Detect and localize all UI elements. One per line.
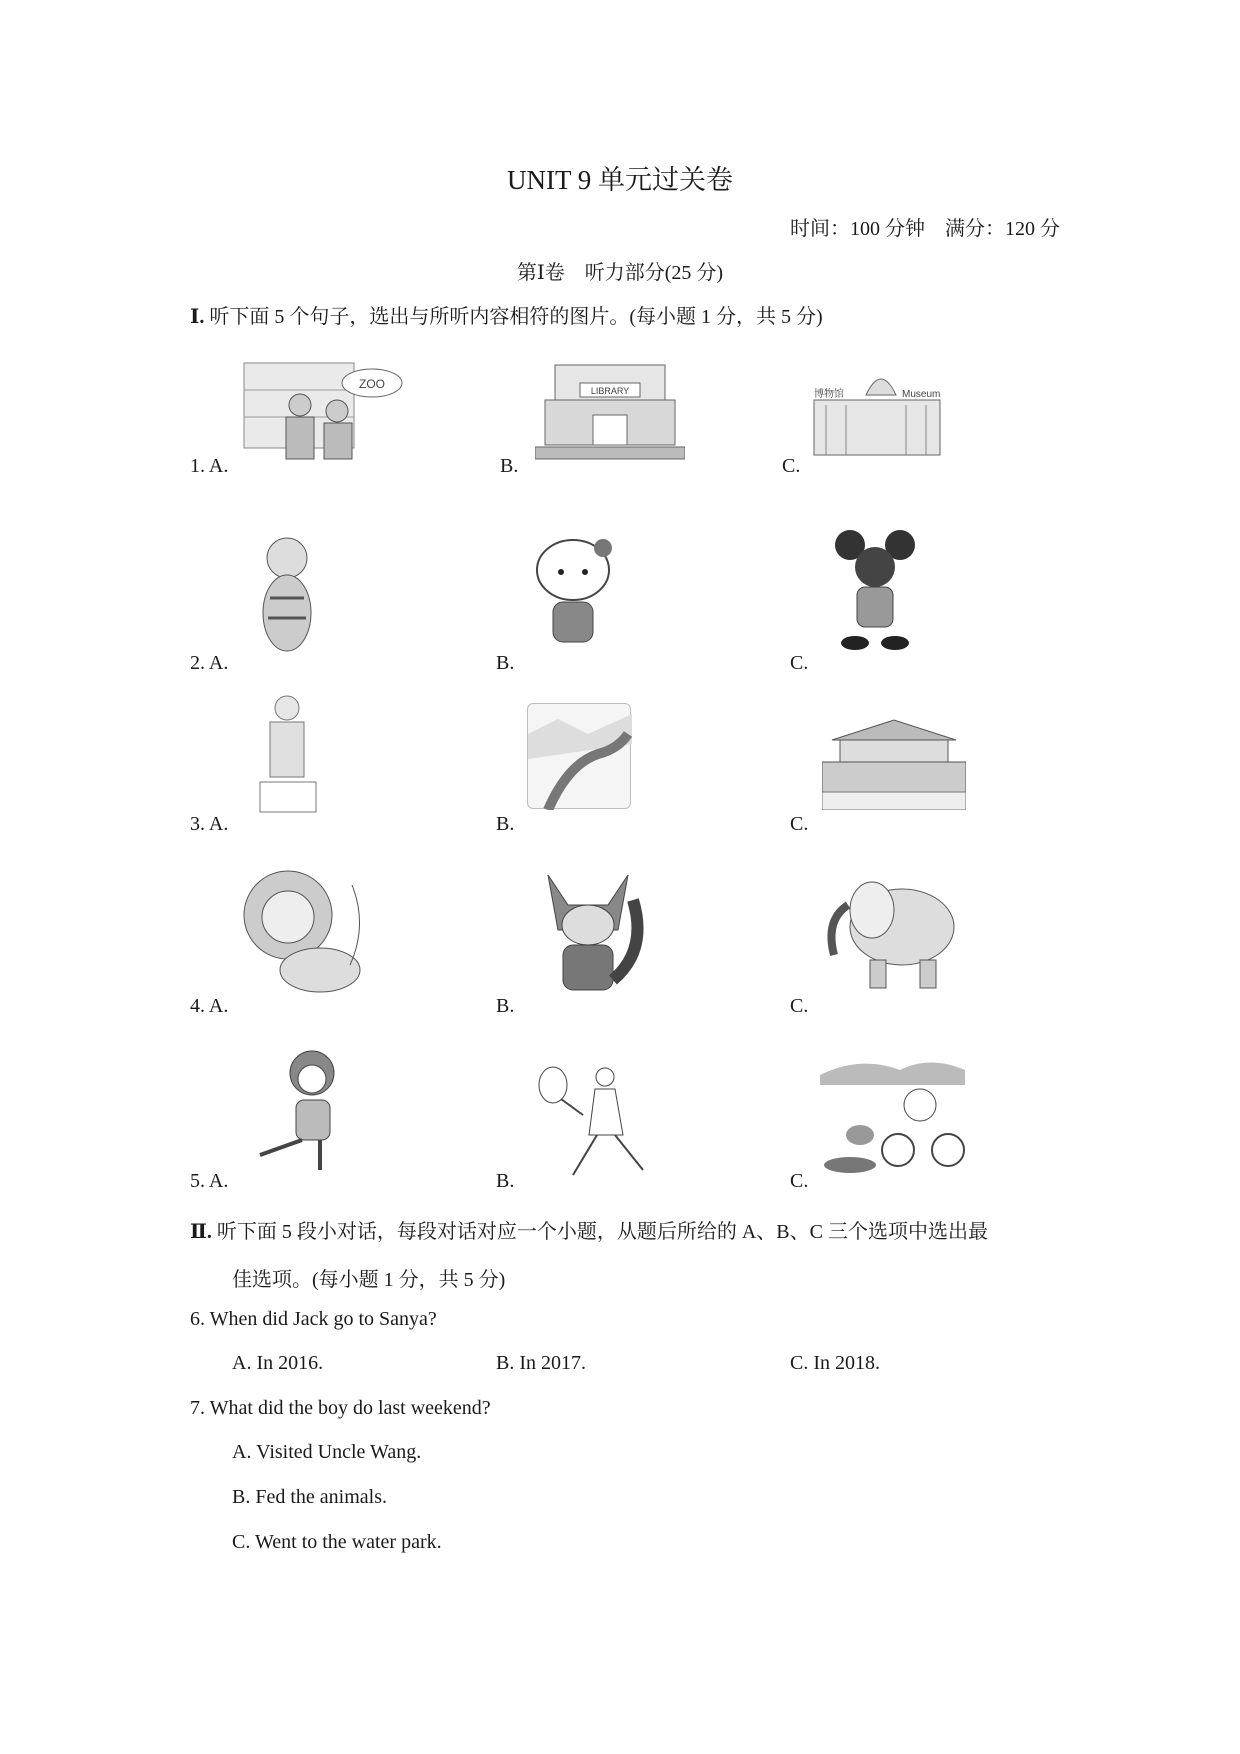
- q6-option-c: C. In 2018.: [790, 1352, 880, 1374]
- q7-option-b: B. Fed the animals.: [232, 1486, 387, 1508]
- page-title: UNIT 9 单元过关卷: [507, 165, 733, 195]
- question-6: 6. When did Jack go to Sanya?: [190, 1308, 437, 1330]
- tiananmen-picture: [822, 718, 966, 810]
- kitty-picture: [523, 530, 623, 655]
- museum-cn-text: 博物馆: [814, 389, 844, 400]
- fox-picture: [533, 870, 648, 995]
- library-picture: [535, 355, 685, 463]
- lion-picture: [240, 865, 370, 995]
- q2-label-c: C.: [790, 652, 809, 674]
- section-2-instruction-line2: 佳选项。(每小题 1 分，共 5 分): [232, 1269, 506, 1291]
- q6-option-b: B. In 2017.: [496, 1352, 586, 1374]
- q2-label-a: 2. A.: [190, 652, 229, 674]
- great-wall-picture: [527, 703, 631, 809]
- tiger-picture: [242, 528, 332, 658]
- volume-heading: 第Ⅰ卷 听力部分(25 分): [516, 262, 724, 284]
- terracotta-warrior-picture: [250, 690, 325, 818]
- q1-label-b: B.: [500, 455, 519, 477]
- girl-cycling-picture: [820, 1050, 965, 1180]
- zoo-sign-text: ZOO: [359, 377, 385, 391]
- q1-label-c: C.: [782, 455, 801, 477]
- section-2-numeral: Ⅱ.: [190, 1221, 212, 1243]
- q3-label-c: C.: [790, 813, 809, 835]
- q4-label-a: 4. A.: [190, 995, 229, 1017]
- mickey-picture: [815, 525, 925, 657]
- q4-label-c: C.: [790, 995, 809, 1017]
- q4-label-b: B.: [496, 995, 515, 1017]
- section-2-instruction-line1: 听下面 5 段小对话，每段对话对应一个小题，从题后所给的 A、B、C 三个选项中选出最: [216, 1221, 988, 1243]
- q5-label-a: 5. A.: [190, 1170, 229, 1192]
- q3-label-b: B.: [496, 813, 515, 835]
- library-sign-text: LIBRARY: [590, 386, 630, 396]
- q1-label-a: 1. A.: [190, 455, 229, 477]
- q5-label-b: B.: [496, 1170, 515, 1192]
- section-1-heading: [190, 300, 823, 329]
- section-2-heading: [190, 1215, 988, 1244]
- q7-option-c: C. Went to the water park.: [232, 1531, 442, 1553]
- q3-label-a: 3. A.: [190, 813, 229, 835]
- museum-en-text: Museum: [902, 389, 941, 400]
- section-1-instruction: 听下面 5 个句子，选出与所听内容相符的图片。(每小题 1 分，共 5 分): [209, 306, 823, 328]
- elephant-picture: [820, 865, 960, 990]
- children-zoo-picture: [242, 355, 404, 465]
- section-1-numeral: Ⅰ.: [190, 306, 205, 328]
- question-7: 7. What did the boy do last weekend?: [190, 1397, 491, 1419]
- great-wall-drawing: [528, 704, 632, 810]
- q7-option-a: A. Visited Uncle Wang.: [232, 1441, 422, 1463]
- girl-skating-picture: [240, 1045, 365, 1175]
- time-score-info: 时间：100 分钟 满分：120 分: [790, 218, 1060, 240]
- museum-picture: [806, 355, 956, 463]
- q6-option-a: A. In 2016.: [232, 1352, 324, 1374]
- q2-label-b: B.: [496, 652, 515, 674]
- girl-tennis-picture: [533, 1065, 653, 1180]
- q5-label-c: C.: [790, 1170, 809, 1192]
